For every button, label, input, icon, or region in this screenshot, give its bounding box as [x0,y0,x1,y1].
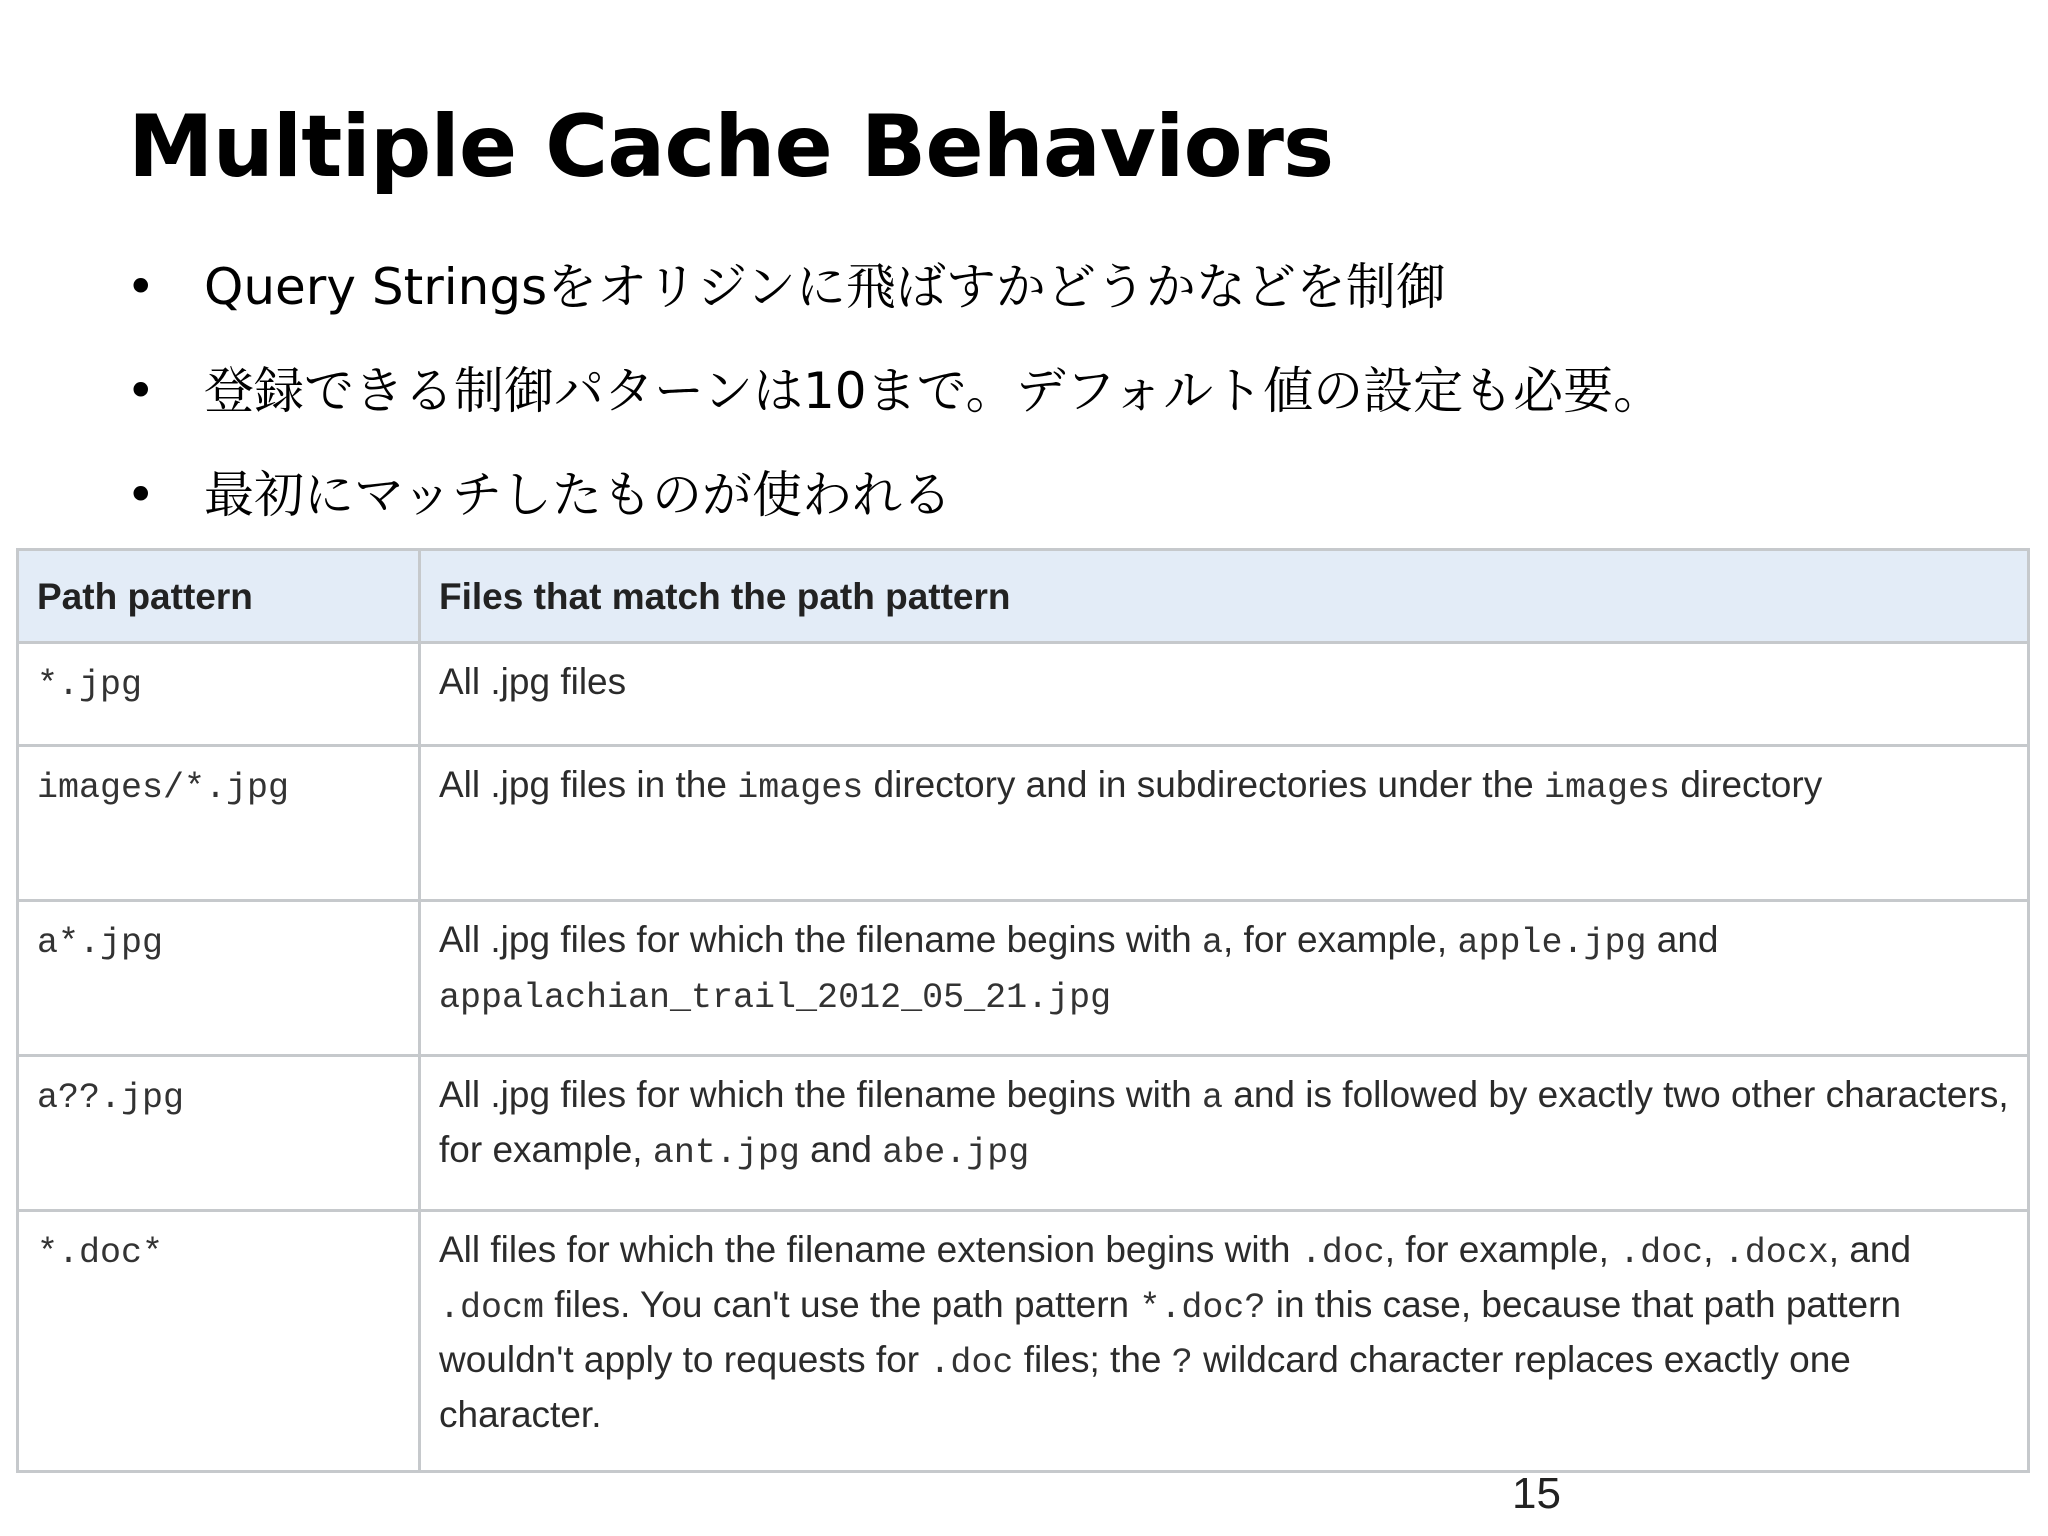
pattern-cell [18,1211,420,1472]
description-cell [420,901,2029,1056]
bullet-list [122,252,1663,564]
description-text: , for example, [1384,1229,1620,1270]
inline-code: .doc [1300,1233,1385,1273]
pattern-cell [18,643,420,746]
description-cell [420,643,2029,746]
table-row [18,643,2029,746]
path-pattern-table [16,548,2030,1473]
description-text: directory and in subdirectories under the [863,764,1545,805]
inline-code: ? [1171,1343,1193,1383]
description-text: All files for which the filename extension begins with [439,1229,1301,1270]
inline-code: abe.jpg [882,1133,1030,1173]
description-text: and [1646,919,1719,960]
bullet-text: 最初にマッチしたものが使われる [204,466,952,524]
bullet-text: Query Stringsをオリジンに飛ばすかどうかなどを制御 [204,258,1446,316]
inline-code: *.doc? [1139,1288,1266,1328]
description-text: in this case, because that path pattern wouldn't apply to requests for [439,1284,1902,1380]
inline-code: images [737,768,864,808]
inline-code: .doc [1619,1233,1704,1273]
pattern-code: a*.jpg [37,923,164,963]
inline-code: images [1544,768,1671,808]
description-text: and is followed by exactly two other characters, for example, [439,1074,2009,1170]
inline-code: .doc [929,1343,1014,1383]
description-cell [420,1211,2029,1472]
inline-code: appalachian_trail_2012_05_21.jpg [439,978,1112,1018]
page-number: 15 [1512,1469,1561,1518]
description-text: files; the [1013,1339,1172,1380]
description-text: All .jpg files for which the filename begins with [439,919,1202,960]
pattern-cell [18,901,420,1056]
table-row [18,746,2029,901]
description-text: directory [1670,764,1823,805]
description-text: , for example, [1223,919,1458,960]
pattern-cell [18,746,420,901]
bullet-item [122,252,1663,356]
pattern-code: a??.jpg [37,1078,185,1118]
pattern-code: *.jpg [37,665,143,705]
description-cell [420,1056,2029,1211]
inline-code: a [1201,1078,1223,1118]
inline-code: .docx [1723,1233,1829,1273]
table-header-row [18,550,2029,643]
inline-code: a [1201,923,1223,963]
bullet-text: 登録できる制御パターンは10まで。デフォルト値の設定も必要。 [204,362,1664,420]
bullet-marker: • [126,466,156,524]
path-pattern-table-container [16,548,2030,1480]
header-matching-files: Files that match the path pattern [420,550,2029,643]
pattern-code: images/*.jpg [37,768,290,808]
table-row [18,1056,2029,1211]
inline-code: apple.jpg [1457,923,1647,963]
table-row [18,1211,2029,1472]
description-text: All .jpg files in the [439,764,738,805]
inline-code: .docm [439,1288,545,1328]
header-path-pattern: Path pattern [18,550,420,643]
description-text: , [1703,1229,1724,1270]
bullet-marker: • [126,258,156,316]
slide-title: Multiple Cache Behaviors [128,97,1334,197]
description-text: All .jpg files [439,661,627,702]
description-text: and [799,1129,883,1170]
description-text: , and [1828,1229,1912,1270]
table-row [18,901,2029,1056]
bullet-item [122,356,1663,460]
pattern-cell [18,1056,420,1211]
bullet-marker: • [126,362,156,420]
inline-code: ant.jpg [652,1133,800,1173]
description-cell [420,746,2029,901]
description-text: files. You can't use the path pattern [544,1284,1140,1325]
pattern-code: *.doc* [37,1233,164,1273]
description-text: wildcard character replaces exactly one character. [439,1339,1851,1435]
description-text: All .jpg files for which the filename begins with [439,1074,1202,1115]
